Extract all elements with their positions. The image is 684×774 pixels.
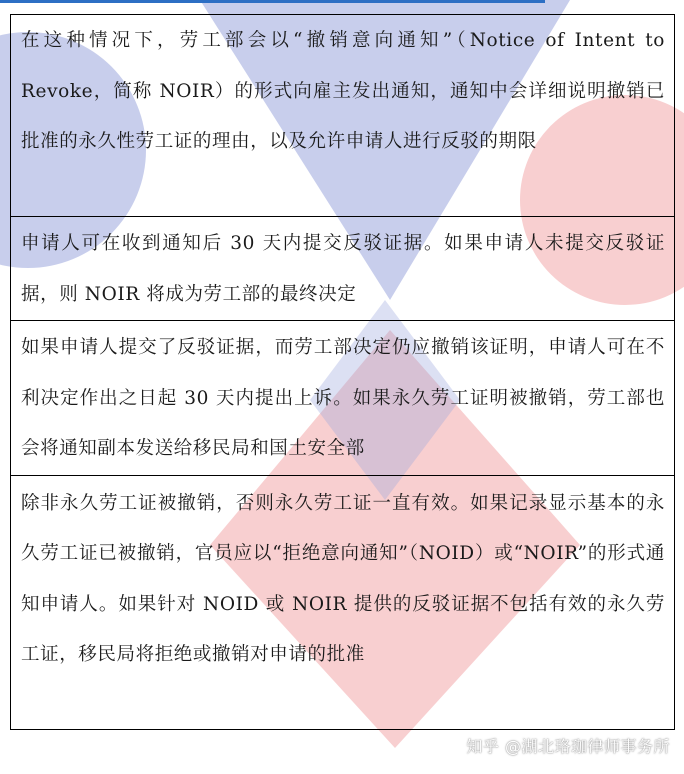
table-cell: 除非永久劳工证被撤销，否则永久劳工证一直有效。如果记录显示基本的永久劳工证已被撤销，官员应以“拒绝意向通知”（NOID）或“NOIR”的形式通知申请人。如果针对 NOID 或 NOIR 提供的反驳证据不包括有效的永久劳工证，移民局将拒绝或撤销对申请的批准 bbox=[11, 475, 675, 729]
top-rule bbox=[0, 0, 545, 3]
table-cell: 如果申请人提交了反驳证据，而劳工部决定仍应撤销该证明，申请人可在不利决定作出之日起 30 天内提出上诉。如果永久劳工证明被撤销，劳工部也会将通知副本发送给移民局和国土安全部 bbox=[11, 321, 675, 476]
source-watermark: 知乎 @湖北珞珈律师事务所 bbox=[466, 737, 670, 756]
table-cell: 申请人可在收到通知后 30 天内提交反驳证据。如果申请人未提交反驳证据，则 NOIR 将成为劳工部的最终决定 bbox=[11, 217, 675, 321]
table-row bbox=[11, 217, 675, 321]
table-row bbox=[11, 15, 675, 217]
table-row bbox=[11, 321, 675, 476]
table-row bbox=[11, 475, 675, 729]
content-table bbox=[10, 14, 675, 730]
table-cell: 在这种情况下，劳工部会以“撤销意向通知”（Notice of Intent to Revoke，简称 NOIR）的形式向雇主发出通知，通知中会详细说明撤销已批准的永久性劳工证的理由，以及允许申请人进行反驳的期限 bbox=[11, 15, 675, 217]
